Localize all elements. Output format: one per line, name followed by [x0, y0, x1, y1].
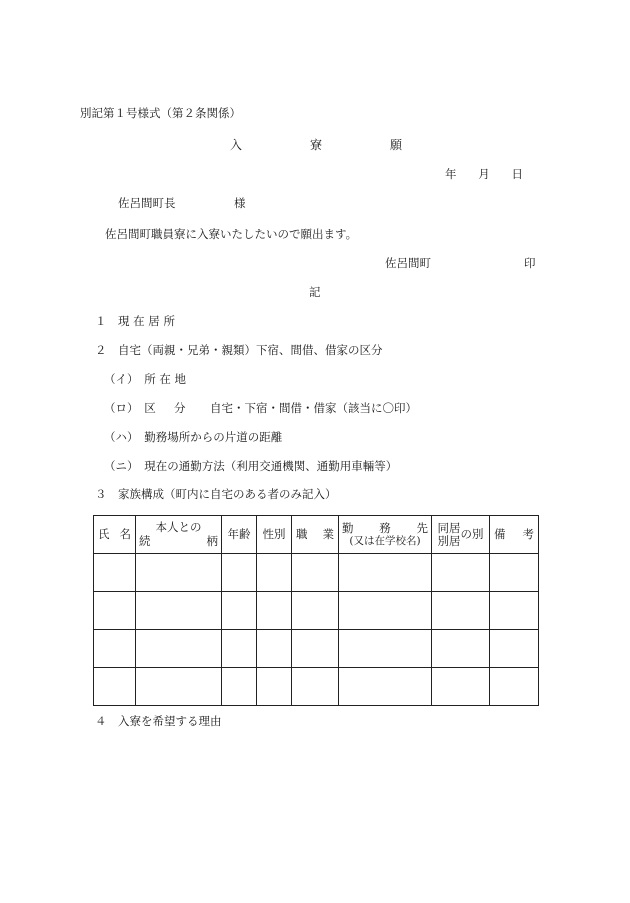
header-sex	[257, 516, 292, 554]
sub-item-category-bun: 分	[174, 401, 186, 415]
sub-item-category-value: 自宅・下宿・間借・借家（該当に〇印）	[210, 401, 417, 415]
cell-job[interactable]	[292, 668, 339, 706]
addressee-name: 佐呂間町長	[118, 196, 176, 210]
header-cohabit	[432, 516, 490, 554]
form-title	[230, 139, 402, 151]
cell-relation[interactable]	[136, 554, 222, 592]
date-line	[445, 169, 523, 181]
cell-relation[interactable]	[136, 592, 222, 630]
header-cohabit-suffix: の別	[460, 526, 484, 541]
header-notes-2: 考	[522, 526, 534, 541]
cell-cohabit[interactable]	[432, 554, 490, 592]
cell-workplace[interactable]	[339, 592, 432, 630]
cell-workplace[interactable]	[339, 668, 432, 706]
form-label: 別記第１号様式（第２条関係）	[80, 106, 241, 120]
item-current-residence: １ 現 在 居 所	[95, 314, 175, 328]
cell-age[interactable]	[222, 554, 257, 592]
header-notes-1: 備	[494, 526, 506, 541]
cell-workplace[interactable]	[339, 630, 432, 668]
cell-notes[interactable]	[490, 592, 539, 630]
cell-cohabit[interactable]	[432, 592, 490, 630]
header-job-1: 職	[296, 526, 308, 541]
header-cohabit-bottom: 別居	[437, 533, 461, 548]
header-notes	[490, 516, 539, 554]
cell-age[interactable]	[222, 592, 257, 630]
ki-heading: 記	[309, 285, 321, 299]
header-sex-label: 性別	[262, 526, 286, 541]
header-name-2: 名	[119, 526, 131, 541]
family-table	[93, 515, 539, 706]
applicant-town: 佐呂間町	[385, 256, 431, 270]
cell-cohabit[interactable]	[432, 630, 490, 668]
cell-name[interactable]	[94, 630, 136, 668]
applicant-seal: 印	[524, 256, 536, 270]
header-job	[292, 516, 339, 554]
item-family-structure: ３ 家族構成（町内に自宅のある者のみ記入）	[95, 487, 337, 501]
header-name-1: 氏	[98, 526, 110, 541]
header-age	[222, 516, 257, 554]
body-text: 佐呂間町職員寮に入寮いたしたいので願出ます。	[105, 227, 358, 241]
cell-sex[interactable]	[257, 630, 292, 668]
header-relation-line2b: 柄	[206, 533, 218, 548]
item-home-category: ２ 自宅（両親・兄弟・親類）下宿、間借、借家の区分	[95, 343, 383, 357]
cell-job[interactable]	[292, 592, 339, 630]
header-relation	[136, 516, 222, 554]
cell-sex[interactable]	[257, 592, 292, 630]
header-workplace	[339, 516, 432, 554]
header-job-2: 業	[322, 526, 334, 541]
cell-job[interactable]	[292, 554, 339, 592]
item-reason: ４ 入寮を希望する理由	[95, 714, 222, 728]
cell-notes[interactable]	[490, 554, 539, 592]
header-work-3: 先	[416, 520, 428, 535]
table-row	[94, 668, 539, 706]
cell-name[interactable]	[94, 554, 136, 592]
header-work-line2: (又は在学校名)	[349, 535, 421, 548]
cell-workplace[interactable]	[339, 554, 432, 592]
cell-name[interactable]	[94, 592, 136, 630]
cell-job[interactable]	[292, 630, 339, 668]
table-row	[94, 554, 539, 592]
header-relation-line2a: 続	[139, 533, 151, 548]
date-day: 日	[511, 167, 523, 181]
date-year: 年	[445, 167, 457, 181]
table-header-row	[94, 516, 539, 554]
header-work-1: 勤	[342, 520, 354, 535]
title-char-3: 願	[389, 138, 402, 152]
cell-age[interactable]	[222, 668, 257, 706]
date-month: 月	[478, 167, 490, 181]
cell-sex[interactable]	[257, 554, 292, 592]
sub-item-category-label: （ロ） 区	[104, 401, 156, 415]
sub-item-commute: （ニ） 現在の通勤方法（利用交通機関、通勤用車輛等）	[104, 459, 398, 473]
header-age-label: 年齢	[227, 526, 251, 541]
header-work-2: 務	[379, 520, 391, 535]
cell-age[interactable]	[222, 630, 257, 668]
cell-notes[interactable]	[490, 630, 539, 668]
cell-notes[interactable]	[490, 668, 539, 706]
table-row	[94, 592, 539, 630]
header-relation-line1: 本人との	[155, 520, 202, 535]
cell-cohabit[interactable]	[432, 668, 490, 706]
header-name	[94, 516, 136, 554]
title-char-2: 寮	[309, 138, 322, 152]
header-cohabit-top: 同居	[437, 520, 461, 535]
cell-name[interactable]	[94, 668, 136, 706]
title-char-1: 入	[230, 138, 243, 152]
cell-relation[interactable]	[136, 668, 222, 706]
cell-relation[interactable]	[136, 630, 222, 668]
table-row	[94, 630, 539, 668]
cell-sex[interactable]	[257, 668, 292, 706]
sub-item-address: （イ） 所 在 地	[104, 372, 187, 386]
sub-item-distance: （ハ） 勤務場所からの片道の距離	[104, 430, 283, 444]
addressee-honorific: 様	[234, 196, 246, 210]
